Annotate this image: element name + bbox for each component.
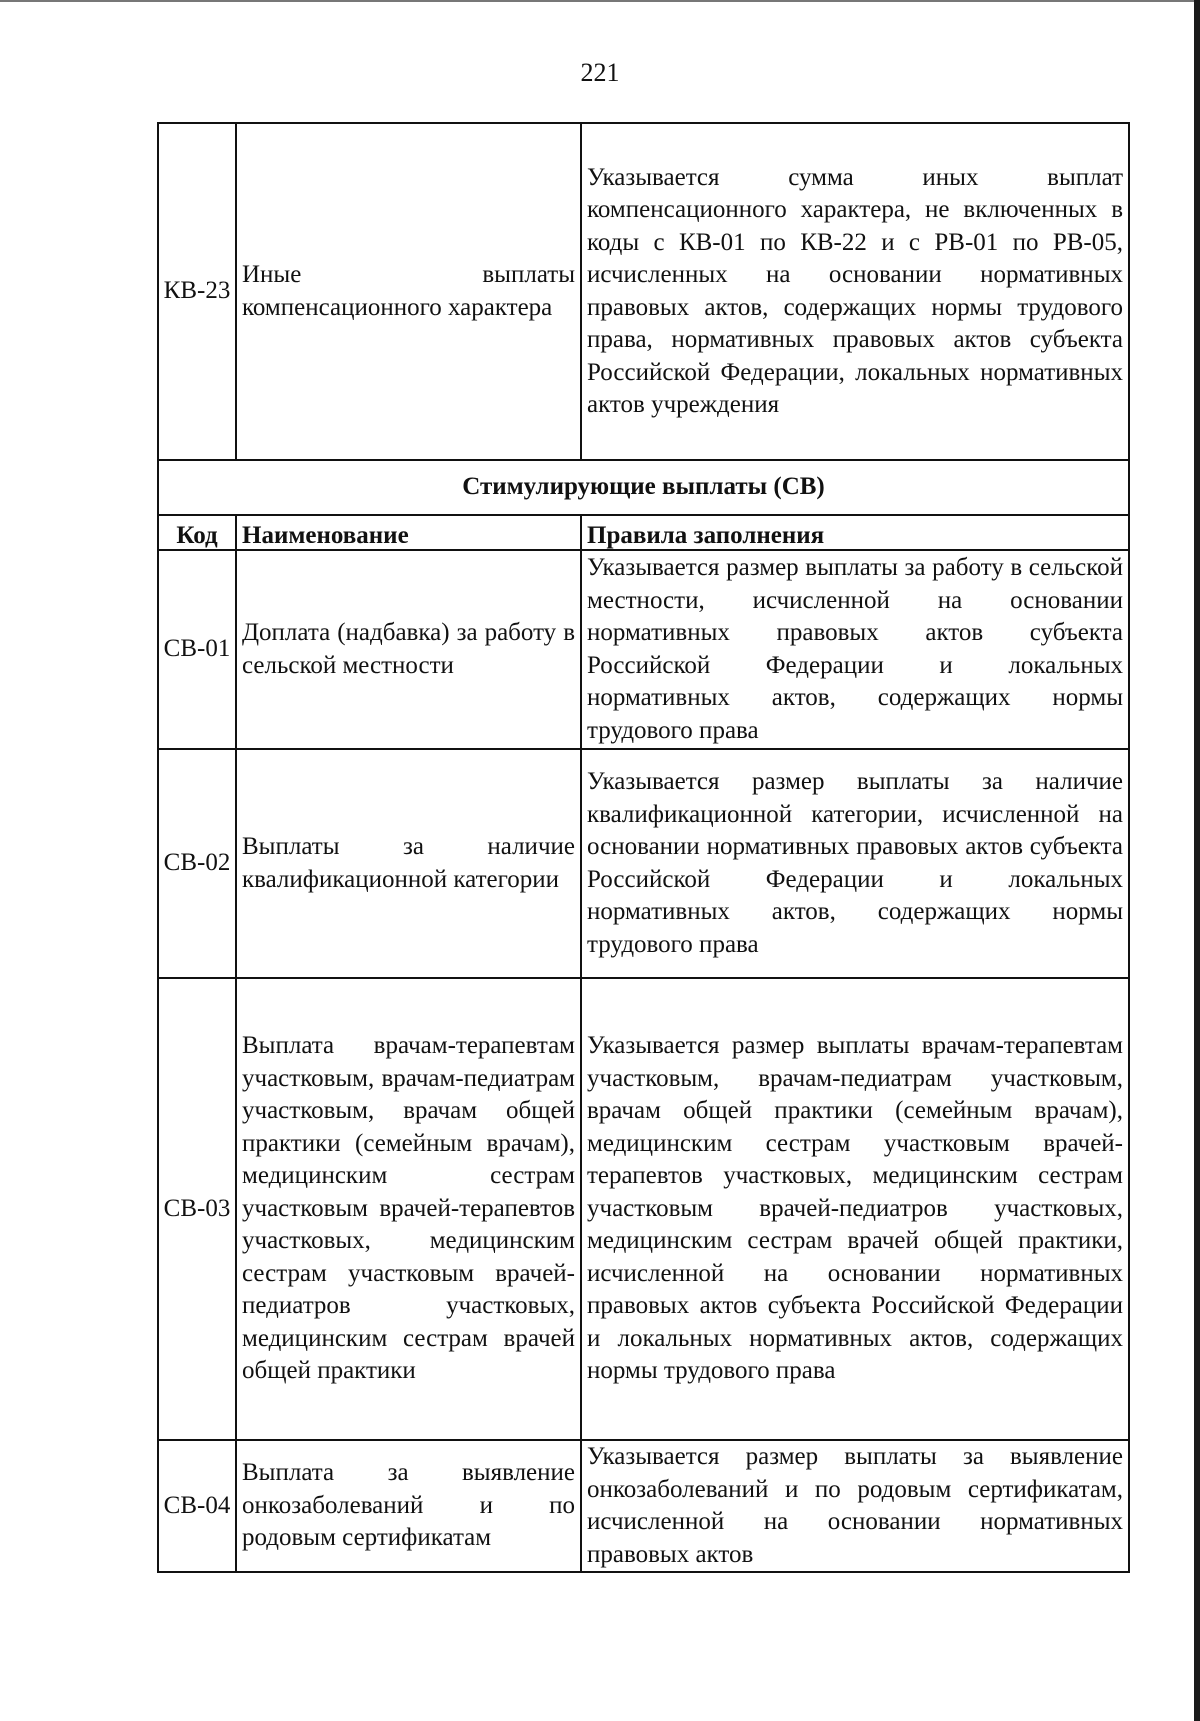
row-code: СВ-03 [158,978,236,1440]
row-code: КВ-23 [158,123,236,460]
row-code: СВ-01 [158,550,236,749]
header-rule: Правила заполнения [581,515,1129,550]
row-name: Выплата за выявление онкозаболеваний и по родовым сертификатам [236,1440,581,1572]
row-name: Выплаты за наличие квалификационной категории [236,749,581,978]
row-name: Доплата (надбавка) за работу в сельской местности [236,550,581,749]
header-name: Наименование [236,515,581,550]
payments-table [157,122,1130,1573]
section-title: Стимулирующие выплаты (СВ) [158,460,1129,515]
scan-right-edge [1194,0,1200,1721]
row-name: Выплата врачам-терапевтам участковым, врачам-педиатрам участковым, врачам общей практики (семейным врачам), медицинским сестрам участковым врачей-терапевтов участковых, медицинским сестрам участковым врачей-педиатров участковых, медицинским сестрам врачей общей практики [236,978,581,1440]
page-number: 221 [580,58,620,87]
row-code: СВ-02 [158,749,236,978]
row-rule: Указывается размер выплаты врачам-терапевтам участковым, врачам-педиатрам участковым, врачам общей практики (семейным врачам), медицинским сестрам участковым врачей-терапевтов участковых, медицинским сестрам участковым врачей-педиатров участковых, медицинским сестрам врачей общей практики, исчисленной на основании нормативных правовых актов субъекта Российской Федерации и локальных нормативных актов, содержащих нормы трудового права [581,978,1129,1440]
header-code: Код [158,515,236,550]
table-row [158,123,1129,460]
table-row [158,1440,1129,1572]
table-row [158,978,1129,1440]
row-name: Иные выплаты компенсационного характера [236,123,581,460]
row-rule: Указывается размер выплаты за выявление онкозаболеваний и по родовым сертификатам, исчисленной на основании нормативных правовых актов [581,1440,1129,1572]
scan-top-edge [0,0,1200,2]
row-code: СВ-04 [158,1440,236,1572]
table-row [158,749,1129,978]
section-row [158,460,1129,515]
table-row [158,550,1129,749]
header-row [158,515,1129,550]
row-rule: Указывается размер выплаты за работу в сельской местности, исчисленной на основании нормативных правовых актов субъекта Российской Федерации и локальных нормативных актов, содержащих нормы трудового права [581,550,1129,749]
row-rule: Указывается размер выплаты за наличие квалификационной категории, исчисленной на основании нормативных правовых актов субъекта Российской Федерации и локальных нормативных актов, содержащих нормы трудового права [581,749,1129,978]
row-rule: Указывается сумма иных выплат компенсационного характера, не включенных в коды с КВ-01 по КВ-22 и с РВ-01 по РВ-05, исчисленных на основании нормативных правовых актов, содержащих нормы трудового права, нормативных правовых актов субъекта Российской Федерации, локальных нормативных актов учреждения [581,123,1129,460]
